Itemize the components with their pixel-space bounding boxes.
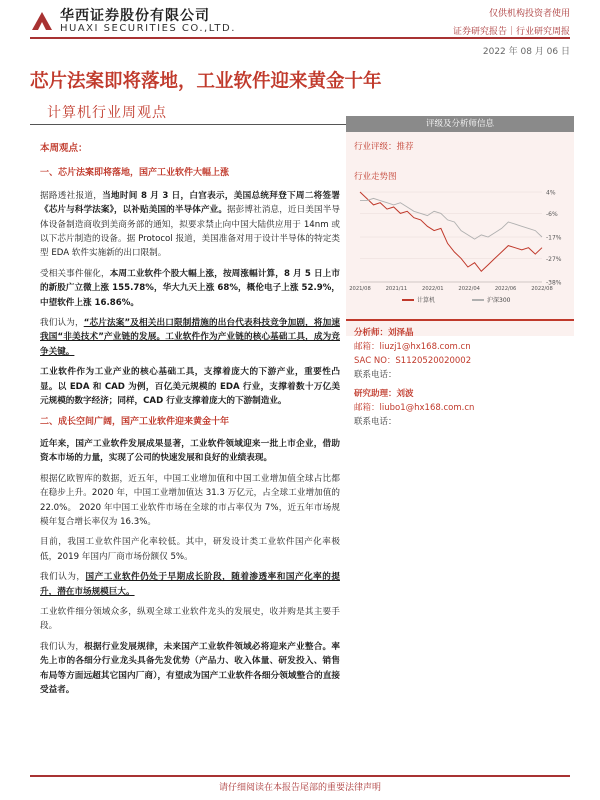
section-main-heading: 本周观点：	[40, 143, 88, 154]
main-content	[40, 136, 340, 703]
y-tick-label: -38%	[546, 279, 562, 287]
industry-trend-chart	[349, 184, 574, 308]
paragraph-5: 近年来，国产工业软件发展成果显著，工业软件领域迎来一批上市企业，借助资本市场的力量，实现了公司的快速发展和良好的业绩表现。	[40, 438, 340, 464]
series-line-2	[360, 198, 542, 239]
industry-rating: 行业评级：推荐	[354, 142, 414, 152]
y-tick-label: -6%	[546, 210, 558, 218]
paragraph-8: 我们认为，国产工业软件仍处于早期成长阶段，随着渗透率和国产化率的提升，潜在市场规模巨大。	[40, 572, 340, 597]
report-date: 2022 年 08 月 06 日	[482, 47, 570, 57]
paragraph-4: 工业软件作为工业产业的核心基础工具，支撑着庞大的下游产业，重要性凸显。以 EDA 和 CAD 为例，百亿美元规模的 EDA 行业，支撑着数十万亿美元规模的数字经济；同样，CAD 行业支撑着庞大的下游制造业。	[40, 367, 340, 407]
analyst-divider	[346, 319, 574, 321]
paragraph-1: 据路透社报道，当地时间 8 月 3 日，白宫表示，美国总统拜登下周二将签署《芯片与科学法案》，以补贴美国的半导体产业。据彭博社消息，近日美国半导体设备制造商收到美商务部的通知，拟要求禁止向中国大陆供应用于 14nm 或以下芯片制造的设备。据 Protocol 报道，美国准备对用于设计半导体的特定类型 EDA 软件实施新的出口限制。	[40, 190, 340, 259]
series-line-1	[360, 192, 542, 271]
y-tick-label: 4%	[546, 189, 556, 197]
analyst-1-name: 分析师：刘泽晶	[354, 328, 414, 338]
y-tick-label: -27%	[546, 255, 562, 263]
trend-chart-label: 行业走势图	[354, 172, 397, 182]
x-tick-label: 2022/06	[494, 286, 517, 292]
paragraph-6: 根据亿欧智库的数据，近五年，中国工业增加值和中国工业增加值全球占比都在稳步上升。2020 年，中国工业增加值达 31.3 万亿元，占全球工业增加值的 22.0%。 2020 年中国工业软件市场在全球的市占率仅为 7%，近五年市场规模年复合增长率仅为 16.3%。	[40, 473, 340, 527]
y-tick-label: -17%	[546, 234, 562, 242]
paragraph-10: 我们认为，根据行业发展规律，未来国产工业软件领域必将迎来产业整合。率先上市的各细分行业龙头具备先发优势（产品力、收入体量、研发投入、销售布局等方面远超其它国内厂商），有望成为国产工业软件各细分领域整合的直接受益者。	[40, 641, 340, 695]
report-type-tag: 证券研究报告｜行业研究周报	[452, 27, 570, 37]
footer-disclaimer: 请仔细阅读在本报告尾部的重要法律声明	[218, 783, 381, 793]
analyst-1-email: 邮箱：liuzj1@hx168.com.cn	[354, 342, 471, 352]
paragraph-9: 工业软件细分领域众多，纵观全球工业软件龙头的发展史，收并购是其主要手段。	[40, 606, 340, 632]
report-title: 芯片法案即将落地，工业软件迎来黄金十年	[30, 71, 382, 92]
header-divider	[30, 37, 570, 39]
audience-tag: 仅供机构投资者使用	[488, 9, 570, 19]
analyst-1-phone: 联系电话：	[354, 370, 397, 380]
footer-divider	[30, 775, 570, 777]
legend-label-2: 沪深300	[487, 297, 511, 304]
analyst-2-phone: 联系电话：	[354, 417, 397, 427]
analyst-2-email: 邮箱：liubo1@hx168.com.cn	[354, 403, 475, 413]
x-tick-label: 2022/01	[422, 286, 444, 292]
analyst-1-sac: SAC NO：S1120520020002	[354, 356, 472, 366]
paragraph-3: 我们认为，“芯片法案”及相关出口限制措施的出台代表科技竞争加剧，将加速我国“非美技术”产业链的发展。工业软件作为产业链的核心基础工具，成为竞争关键。	[40, 318, 340, 357]
x-tick-label: 2021/08	[349, 286, 371, 292]
section-2-heading: 二、成长空间广阔，国产工业软件迎来黄金十年	[40, 416, 230, 427]
company-name-cn: 华西证券股份有限公司	[60, 8, 210, 24]
legend-label-1: 计算机	[417, 297, 436, 304]
section-1-heading: 一、芯片法案即将落地，国产工业软件大幅上涨	[40, 168, 230, 179]
x-tick-label: 2022/04	[458, 286, 480, 292]
x-tick-label: 2021/11	[385, 286, 408, 292]
company-name-en: HUAXI SECURITIES CO.,LTD.	[60, 23, 236, 34]
rating-panel-title: 评级及分析师信息	[346, 116, 574, 132]
x-tick-label: 2022/08	[531, 286, 553, 292]
company-logo-icon	[30, 10, 54, 32]
paragraph-2: 受相关事件催化，本周工业软件个股大幅上涨，按周涨幅计算，8 月 5 日上市的新股广立微上涨 155.78%，华大九天上涨 68%，概伦电子上涨 52.9%，中望软件上涨 16.86%。	[40, 268, 340, 308]
report-subtitle: 计算机行业周观点	[47, 105, 167, 121]
analyst-2-name: 研究助理：刘波	[354, 389, 414, 399]
paragraph-7: 目前，我国工业软件国产化率较低。其中，研发设计类工业软件国产化率极低，2019 年国内厂商市场份额仅 5%。	[40, 537, 340, 562]
